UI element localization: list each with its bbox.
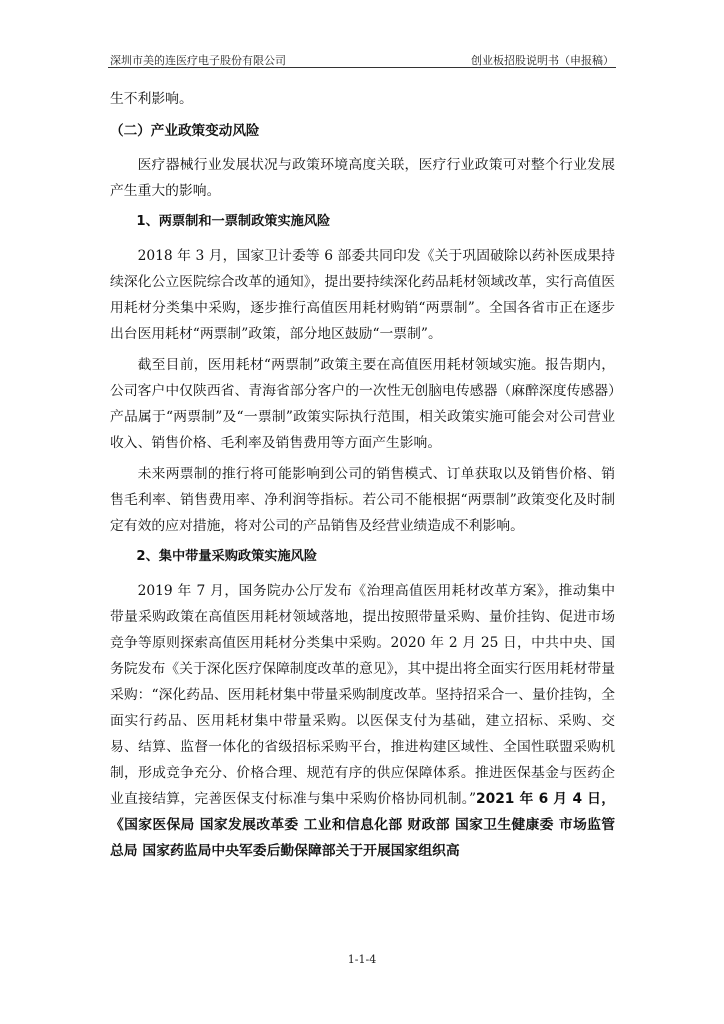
section-title-industry-policy-risk: （二）产业政策变动风险 (110, 123, 260, 139)
section-intro-paragraph: 医疗器械行业发展状况与政策环境高度关联，医疗行业政策可对整个行业发展产生重大的影响。 (110, 157, 615, 199)
paragraph-volume-procurement-text: 2019 年 7 月，国务院办公厅发布《治理高值医用耗材改革方案》，推动集中带量采购政策在高值医用耗材领域落地，提出按照带量采购、量价挂钩、促进市场竞争等原则探索高值医用耗材分类集中采购。2020 年 2 月 25 日，中共中央、国务院发布《关于深化医疗保障制度改革的意见》，其中提出将全面实行医用耗材带量采购：“深化药品、医用耗材集中带量采购制度改革。坚持招采合一、量价挂钩，全面实行药品、医用耗材集中带量采购。以医保支付为基础，建立招标、采购、交易、结算、监督一体化的省级招标采购平台，推进构建区域性、全国性联盟采购机制，形成竞争充分、价格合理、规范有序的供应保障体系。推进医保基金与医药企业直接结算，完善医保支付标准与集中采购价格协同机制。” (110, 583, 615, 807)
document-body (110, 86, 615, 869)
header-document-title: 创业板招股说明书（申报稿） (471, 54, 614, 67)
subsection-title-volume-procurement: 2、集中带量采购政策实施风险 (136, 549, 318, 564)
header-company-name: 深圳市美的连医疗电子股份有限公司 (110, 54, 286, 67)
lead-line: 生不利影响。 (110, 91, 193, 107)
page-header (108, 50, 616, 68)
header-divider (108, 67, 616, 68)
page-number: 1-1-4 (347, 953, 377, 966)
paragraph-volume-procurement-bold-text: 2021 年 6 月 4 日，《国家医保局 国家发展改革委 工业和信息化部 财政部 国家卫生健康委 市场监管总局 国家药监局中央军委后勤保障部关于开展国家组织高 (110, 791, 615, 859)
paragraph-two-invoice-current-status: 截至目前，医用耗材“两票制”政策主要在高值医用耗材领域实施。报告期内，公司客户中仅陕西省、青海省部分客户的一次性无创脑电传感器（麻醉深度传感器）产品属于“两票制”及“一票制”政策实际执行范围，相关政策实施可能会对公司营业收入、销售价格、毛利率及销售费用等方面产生影响。 (110, 357, 615, 451)
paragraph-volume-procurement (110, 578, 615, 864)
paragraph-two-invoice-background: 2018 年 3 月，国家卫计委等 6 部委共同印发《关于巩固破除以药补医成果持续深化公立医院综合改革的通知》，提出要持续深化药品耗材领域改革，实行高值医用耗材分类集中采购，逐步推行高值医用耗材购销“两票制”。全国各省市正在逐步出台医用耗材“两票制”政策，部分地区鼓励“一票制”。 (110, 248, 615, 342)
paragraph-two-invoice-future-impact: 未来两票制的推行将可能影响到公司的销售模式、订单获取以及销售价格、销售毛利率、销售费用率、净利润等指标。若公司不能根据“两票制”政策变化及时制定有效的应对措施，将对公司的产品销售及经营业绩造成不利影响。 (110, 466, 615, 534)
subsection-title-two-invoice-policy: 1、两票制和一票制政策实施风险 (136, 214, 331, 229)
